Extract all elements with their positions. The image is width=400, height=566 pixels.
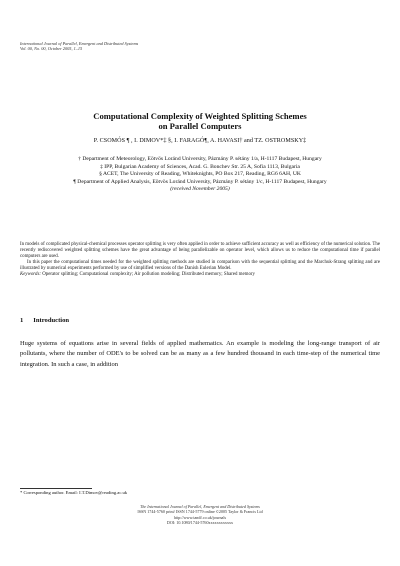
journal-footer xyxy=(20,504,380,526)
affiliation-acet: § ACET, The University of Reading, Whiteknights, PO Box 217, Reading, RG6 6AH, UK xyxy=(99,171,301,177)
received-date: (received November 2005) xyxy=(170,186,230,192)
paper-title xyxy=(20,111,380,132)
footer-url: http://www.tandf.co.uk/journals xyxy=(173,514,227,520)
keywords-label: Keywords: xyxy=(20,272,42,278)
title-line-2: on Parallel Computers xyxy=(158,121,242,132)
journal-header xyxy=(20,41,320,51)
section-heading xyxy=(20,317,69,325)
keywords-line xyxy=(20,272,380,278)
author-list: P. CSOMÓS ¶ , I. DIMOV*‡ §, I. FARAGÓ¶, A. HAVASI† and TZ. OSTROMSKY‡ xyxy=(93,138,307,144)
footer-issn: ISSN 1744-5760 print/ ISSN 1744-5779 online ©2005 Taylor & Francis Ltd xyxy=(137,509,263,515)
journal-name: International Journal of Parallel, Emergent and Distributed Systems xyxy=(20,41,139,46)
affiliation-meteorology: † Department of Meteorology, Eötvös Loránd University, Pázmány P. sétány 1/a, H-1117 Budapest, Hungary xyxy=(78,156,322,162)
affiliation-ipp: ‡ IPP, Bulgarian Academy of Sciences, Acad. G. Bonchev Str. 25 A, Sofia 1113, Bulgaria xyxy=(100,163,300,170)
footer-journal-name: The International Journal of Parallel, Emergent and Distributed Systems xyxy=(140,504,260,509)
introduction-body xyxy=(20,339,380,370)
keywords-text: Operator splitting; Computational complexity; Air pollution modeling; Distributed memory; Shared memory xyxy=(42,272,255,278)
abstract-paragraph-1: In models of complicated physical-chemical processes operator splitting is very often applied in order to achieve sufficient accuracy as well as efficiency of the numerical solution. The recently rediscovered weighted splitting schemes have the great advantage of being parallelizable on operator level, which allows us to reduce the computational time if parallel computers are used. xyxy=(20,242,380,260)
section-number: 1 xyxy=(20,317,24,324)
abstract-paragraph-2: In this paper the computational times needed for the weighted splitting methods are studied in comparison with the sequential splitting and the Marchuk-Strang splitting and are illustrated by numerical experiments performed by use of simplified versions of the Danish Eulerian Model. xyxy=(20,260,380,272)
section-title: Introduction xyxy=(33,317,70,324)
footnote-divider xyxy=(20,488,92,489)
affiliations xyxy=(40,156,360,194)
title-line-1: Computational Complexity of Weighted Splitting Schemes xyxy=(93,111,307,121)
journal-volume: Vol. 00, No. 00, October 2005, 1–15 xyxy=(20,46,83,52)
abstract xyxy=(20,242,380,279)
corresponding-author-footnote: * Corresponding author. Email: I.T.Dimov@reading.ac.uk xyxy=(20,490,128,495)
intro-paragraph: Huge systems of equations arise in several fields of applied mathematics. An example is modeling the long-range transport of air pollutants, where the number of ODE's to be solved can be as many as a few hundred thousand in each time-step of the numerical time integration. In such a case, in addition xyxy=(20,340,380,368)
affiliation-applied-analysis: ¶ Department of Applied Analysis, Eötvös Loránd University, Pázmány P. sétány 1/c, H-1117 Budapest, Hungary xyxy=(73,178,327,185)
footer-doi: DOI: 10.1080/1744-5760xxxxxxxxxxxx xyxy=(166,520,234,526)
